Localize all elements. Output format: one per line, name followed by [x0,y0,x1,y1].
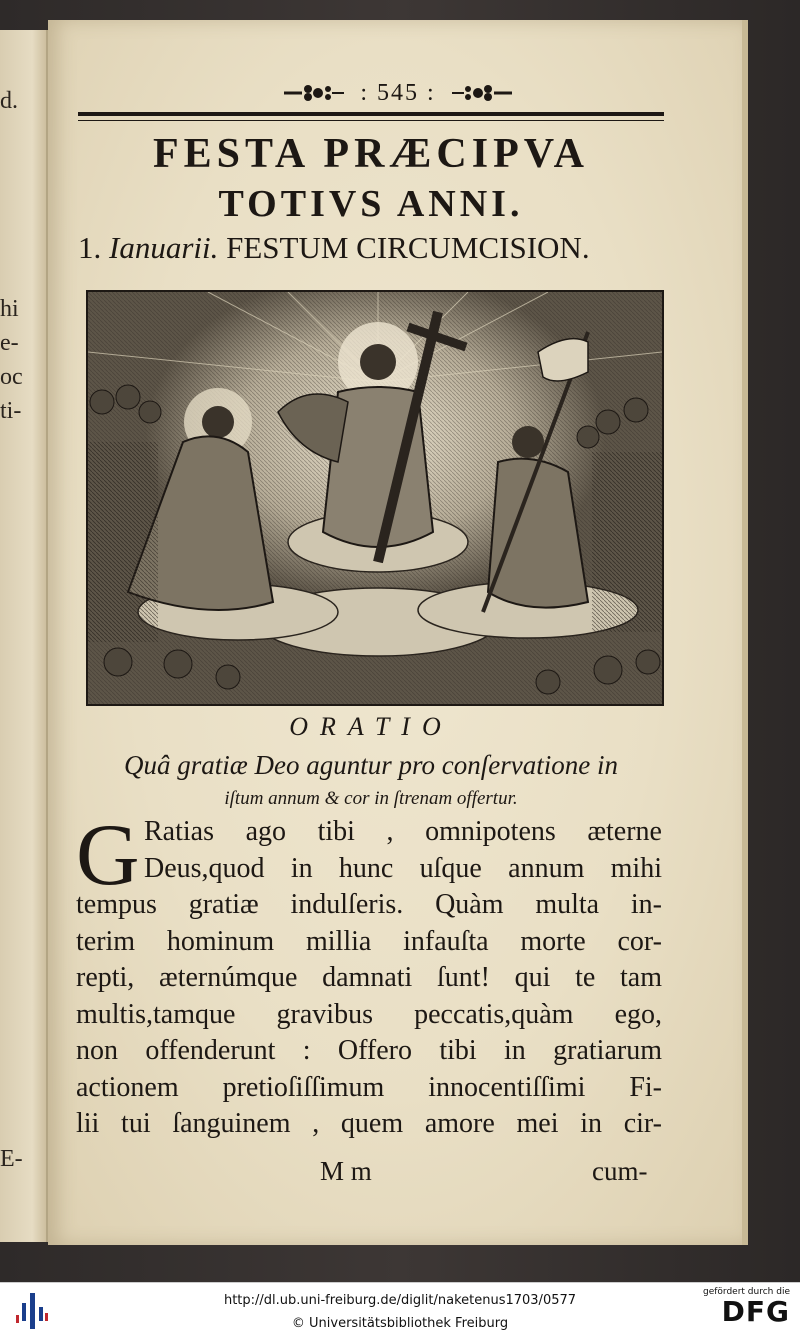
catchword: cum- [592,1156,648,1186]
page-number: : 545 : [360,79,436,106]
body-line: multis,tamque gravibus peccatis,quàm ego, [76,998,662,1030]
header-rule-thin [78,120,664,121]
subtitle-line2: iſtum annum & cor in ſtrenam offertur. [224,788,518,809]
left-fragment: E- [0,1146,23,1172]
left-fragment: d. [0,88,18,114]
drop-capital: G [76,807,140,904]
prayer-subtitle [78,748,664,816]
body-line: lii tui ſanguinem , quem amore mei in cir- [76,1108,662,1139]
body-line: non offenderunt : Offero tibi in gratiarum [76,1035,662,1066]
engraving-image [88,292,662,704]
signature-mark: M m [320,1156,372,1186]
previous-page-edge [0,30,48,1242]
body-line: Ratias ago tibi , omnipotens æterne [144,816,662,847]
body-line: Deus,quod in hunc uſque annum mihi [144,852,662,884]
dfg-logo: DFG [721,1295,790,1328]
body-line: actionem pretioſiſſimum innocentiſſimi Fi- [76,1071,662,1103]
feast-name: FESTUM CIRCUMCISION. [218,230,590,265]
permalink-url[interactable]: http://dl.ub.uni-freiburg.de/diglit/naketenus1703/0577 [223,1293,577,1308]
subtitle-line1: Quâ gratiæ Deo aguntur pro conſervatione in [124,750,618,780]
feast-heading [78,230,664,266]
page-header [248,78,548,108]
page-title-line1: FESTA PRÆCIPVA [152,131,589,177]
left-fragment: oc [0,364,23,390]
copyright-notice: © Universitätsbibliothek Freiburg [291,1316,509,1331]
date-month: Ianuarii. [109,230,219,265]
prayer-heading: ORATIO [289,712,453,741]
date-number: 1. [78,230,109,265]
page-number-value: 545 [377,79,419,106]
funding-note: gefördert durch die [703,1287,790,1297]
left-fragment: ti- [0,398,22,424]
left-fragment: e- [0,330,19,356]
book-page [48,20,748,1245]
page-title-line2: TOTIVS ANNI. [218,183,524,225]
body-line: terim hominum millia infauſta morte cor- [76,925,662,957]
ornament-left-icon [282,81,346,105]
funder-badge [700,1287,790,1335]
viewer-footer [0,1282,800,1339]
prayer-body [76,807,662,1143]
engraving-illustration [86,290,664,706]
left-fragment: hi [0,296,19,322]
body-line: repti, æternúmque damnati ſunt! qui te tam [76,962,662,993]
body-line: tempus gratiæ indulſeris. Quàm multa in- [76,889,662,920]
header-rule [78,112,664,116]
ornament-right-icon [450,81,514,105]
